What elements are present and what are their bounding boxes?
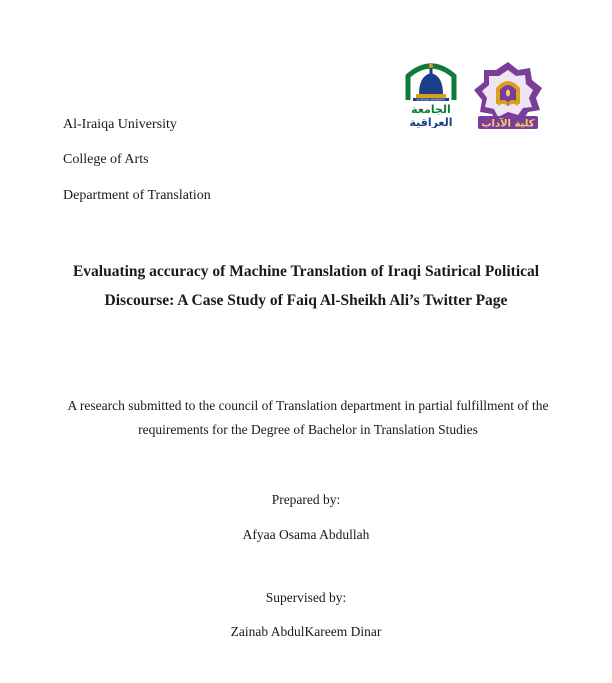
svg-text:AL-IRAQIA UNIVERSITY: AL-IRAQIA UNIVERSITY [416,98,446,102]
research-title: Evaluating accuracy of Machine Translation of Iraqi Satirical Political Discourse: A Case Study of Faiq Al-Sheikh Ali’s Twitter Page [72,263,540,309]
college-name: College of Arts [63,152,149,167]
submission-statement: A research submitted to the council of Translation department in partial fulfillment of the requirements for the Degree of Bachelor in Translation Studies [67,398,549,437]
prepared-by-label: Prepared by: [271,492,341,507]
department-name: Department of Translation [63,188,211,203]
university-name: Al-Iraiqa University [63,117,177,132]
svg-text:الجامعة: الجامعة [411,103,451,116]
svg-text:العراقية: العراقية [409,116,453,128]
university-logo-icon [402,60,460,128]
college-of-arts-logo-icon [472,60,544,130]
supervised-by-label: Supervised by: [265,590,347,605]
svg-text:كلية الآداب: كلية الآداب [481,118,535,130]
author-name: Afyaa Osama Abdullah [242,527,370,542]
supervisor-name: Zainab AbdulKareem Dinar [230,624,382,639]
logos [402,60,544,130]
